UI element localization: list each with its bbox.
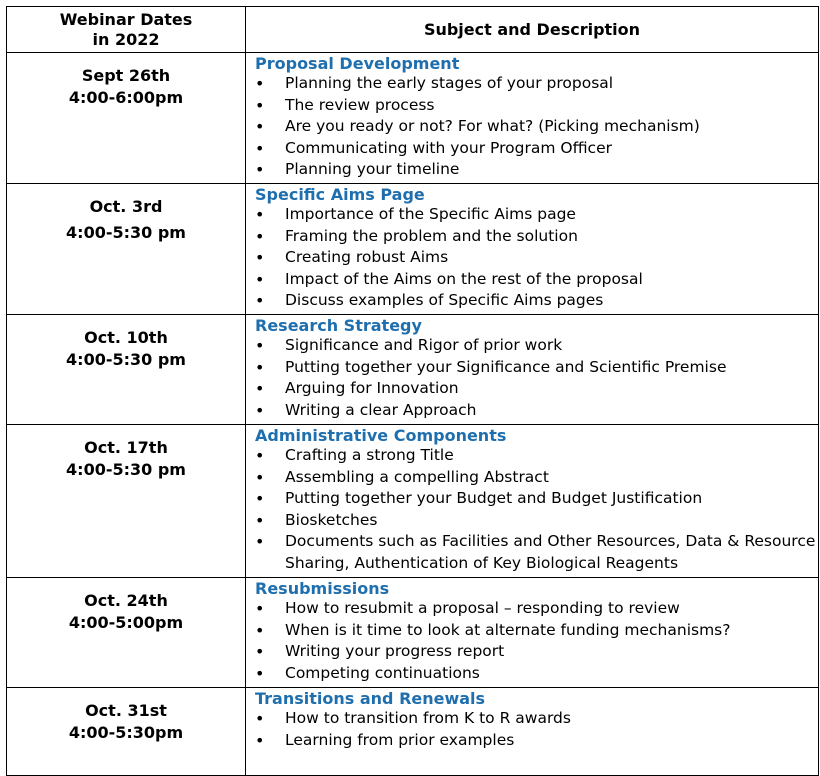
list-item: • When is it time to look at alternate funding mechanisms? — [255, 620, 818, 642]
subject-title: Transitions and Renewals — [255, 689, 486, 708]
list-item: • Discuss examples of Specific Aims pages — [255, 290, 818, 312]
time-text: 4:00-6:00pm — [68, 88, 184, 107]
date-text: Oct. 10th — [84, 328, 168, 347]
list-item: • Documents such as Facilities and Other Resources, Data & Resource Sharing, Authentication of Key Biological Reagents — [255, 531, 818, 574]
topic-list — [255, 204, 818, 312]
subject-title: Specific Aims Page — [255, 185, 425, 204]
list-item: • Crafting a strong Title — [255, 445, 818, 467]
list-item: • Are you ready or not? For what? (Picking mechanism) — [255, 116, 818, 138]
date-text: Oct. 31st — [85, 701, 167, 720]
topic-list — [255, 73, 818, 181]
subject-column-header: Subject and Description — [246, 7, 819, 53]
header-row — [7, 7, 819, 53]
list-item: • Competing continuations — [255, 663, 818, 685]
list-item: • The review process — [255, 95, 818, 117]
table-row — [7, 315, 819, 425]
table-row — [7, 688, 819, 776]
list-item: • Significance and Rigor of prior work — [255, 335, 818, 357]
list-item: • Impact of the Aims on the rest of the proposal — [255, 269, 818, 291]
topic-list — [255, 445, 818, 574]
list-item: • Planning the early stages of your proposal — [255, 73, 818, 95]
list-item: • Planning your timeline — [255, 159, 818, 181]
dates-column-header — [7, 7, 246, 53]
subject-cell — [246, 578, 819, 688]
subject-title: Resubmissions — [255, 579, 390, 598]
list-item: • Writing your progress report — [255, 641, 818, 663]
list-item: • Biosketches — [255, 510, 818, 532]
subject-title: Research Strategy — [255, 316, 422, 335]
webinar-schedule-table — [6, 6, 819, 776]
subject-cell — [246, 688, 819, 776]
topic-list — [255, 335, 818, 421]
table-row — [7, 578, 819, 688]
time-text: 4:00-5:30 pm — [66, 223, 186, 242]
time-text: 4:00-5:30pm — [68, 723, 184, 742]
list-item: • Writing a clear Approach — [255, 400, 818, 422]
subject-cell — [246, 53, 819, 184]
list-item: • How to resubmit a proposal – responding to review — [255, 598, 818, 620]
date-text: Oct. 17th — [84, 438, 168, 457]
time-text: 4:00-5:00pm — [68, 613, 184, 632]
list-item: • Assembling a compelling Abstract — [255, 467, 818, 489]
date-text: Sept 26th — [81, 66, 171, 85]
list-item: • Creating robust Aims — [255, 247, 818, 269]
subject-cell — [246, 315, 819, 425]
topic-list — [255, 598, 818, 684]
date-text: Oct. 3rd — [89, 197, 163, 216]
table-row — [7, 53, 819, 184]
date-cell — [7, 425, 246, 578]
subject-title: Proposal Development — [255, 54, 460, 73]
date-cell — [7, 578, 246, 688]
list-item: • Learning from prior examples — [255, 730, 818, 752]
date-cell — [7, 688, 246, 776]
date-text: Oct. 24th — [84, 591, 168, 610]
time-text: 4:00-5:30 pm — [66, 350, 186, 369]
table-row — [7, 425, 819, 578]
dates-header-line-1: Webinar Dates — [59, 9, 193, 29]
date-cell — [7, 53, 246, 184]
dates-header-line-2: in 2022 — [92, 29, 160, 49]
list-item: • How to transition from K to R awards — [255, 708, 818, 730]
topic-list — [255, 708, 818, 751]
list-item: • Putting together your Significance and Scientific Premise — [255, 357, 818, 379]
date-cell — [7, 315, 246, 425]
subject-cell — [246, 184, 819, 315]
list-item: • Putting together your Budget and Budget Justification — [255, 488, 818, 510]
list-item: • Importance of the Specific Aims page — [255, 204, 818, 226]
table-row — [7, 184, 819, 315]
subject-title: Administrative Components — [255, 426, 507, 445]
list-item: • Framing the problem and the solution — [255, 226, 818, 248]
subject-cell — [246, 425, 819, 578]
list-item: • Communicating with your Program Officer — [255, 138, 818, 160]
time-text: 4:00-5:30 pm — [66, 460, 186, 479]
list-item: • Arguing for Innovation — [255, 378, 818, 400]
date-cell — [7, 184, 246, 315]
